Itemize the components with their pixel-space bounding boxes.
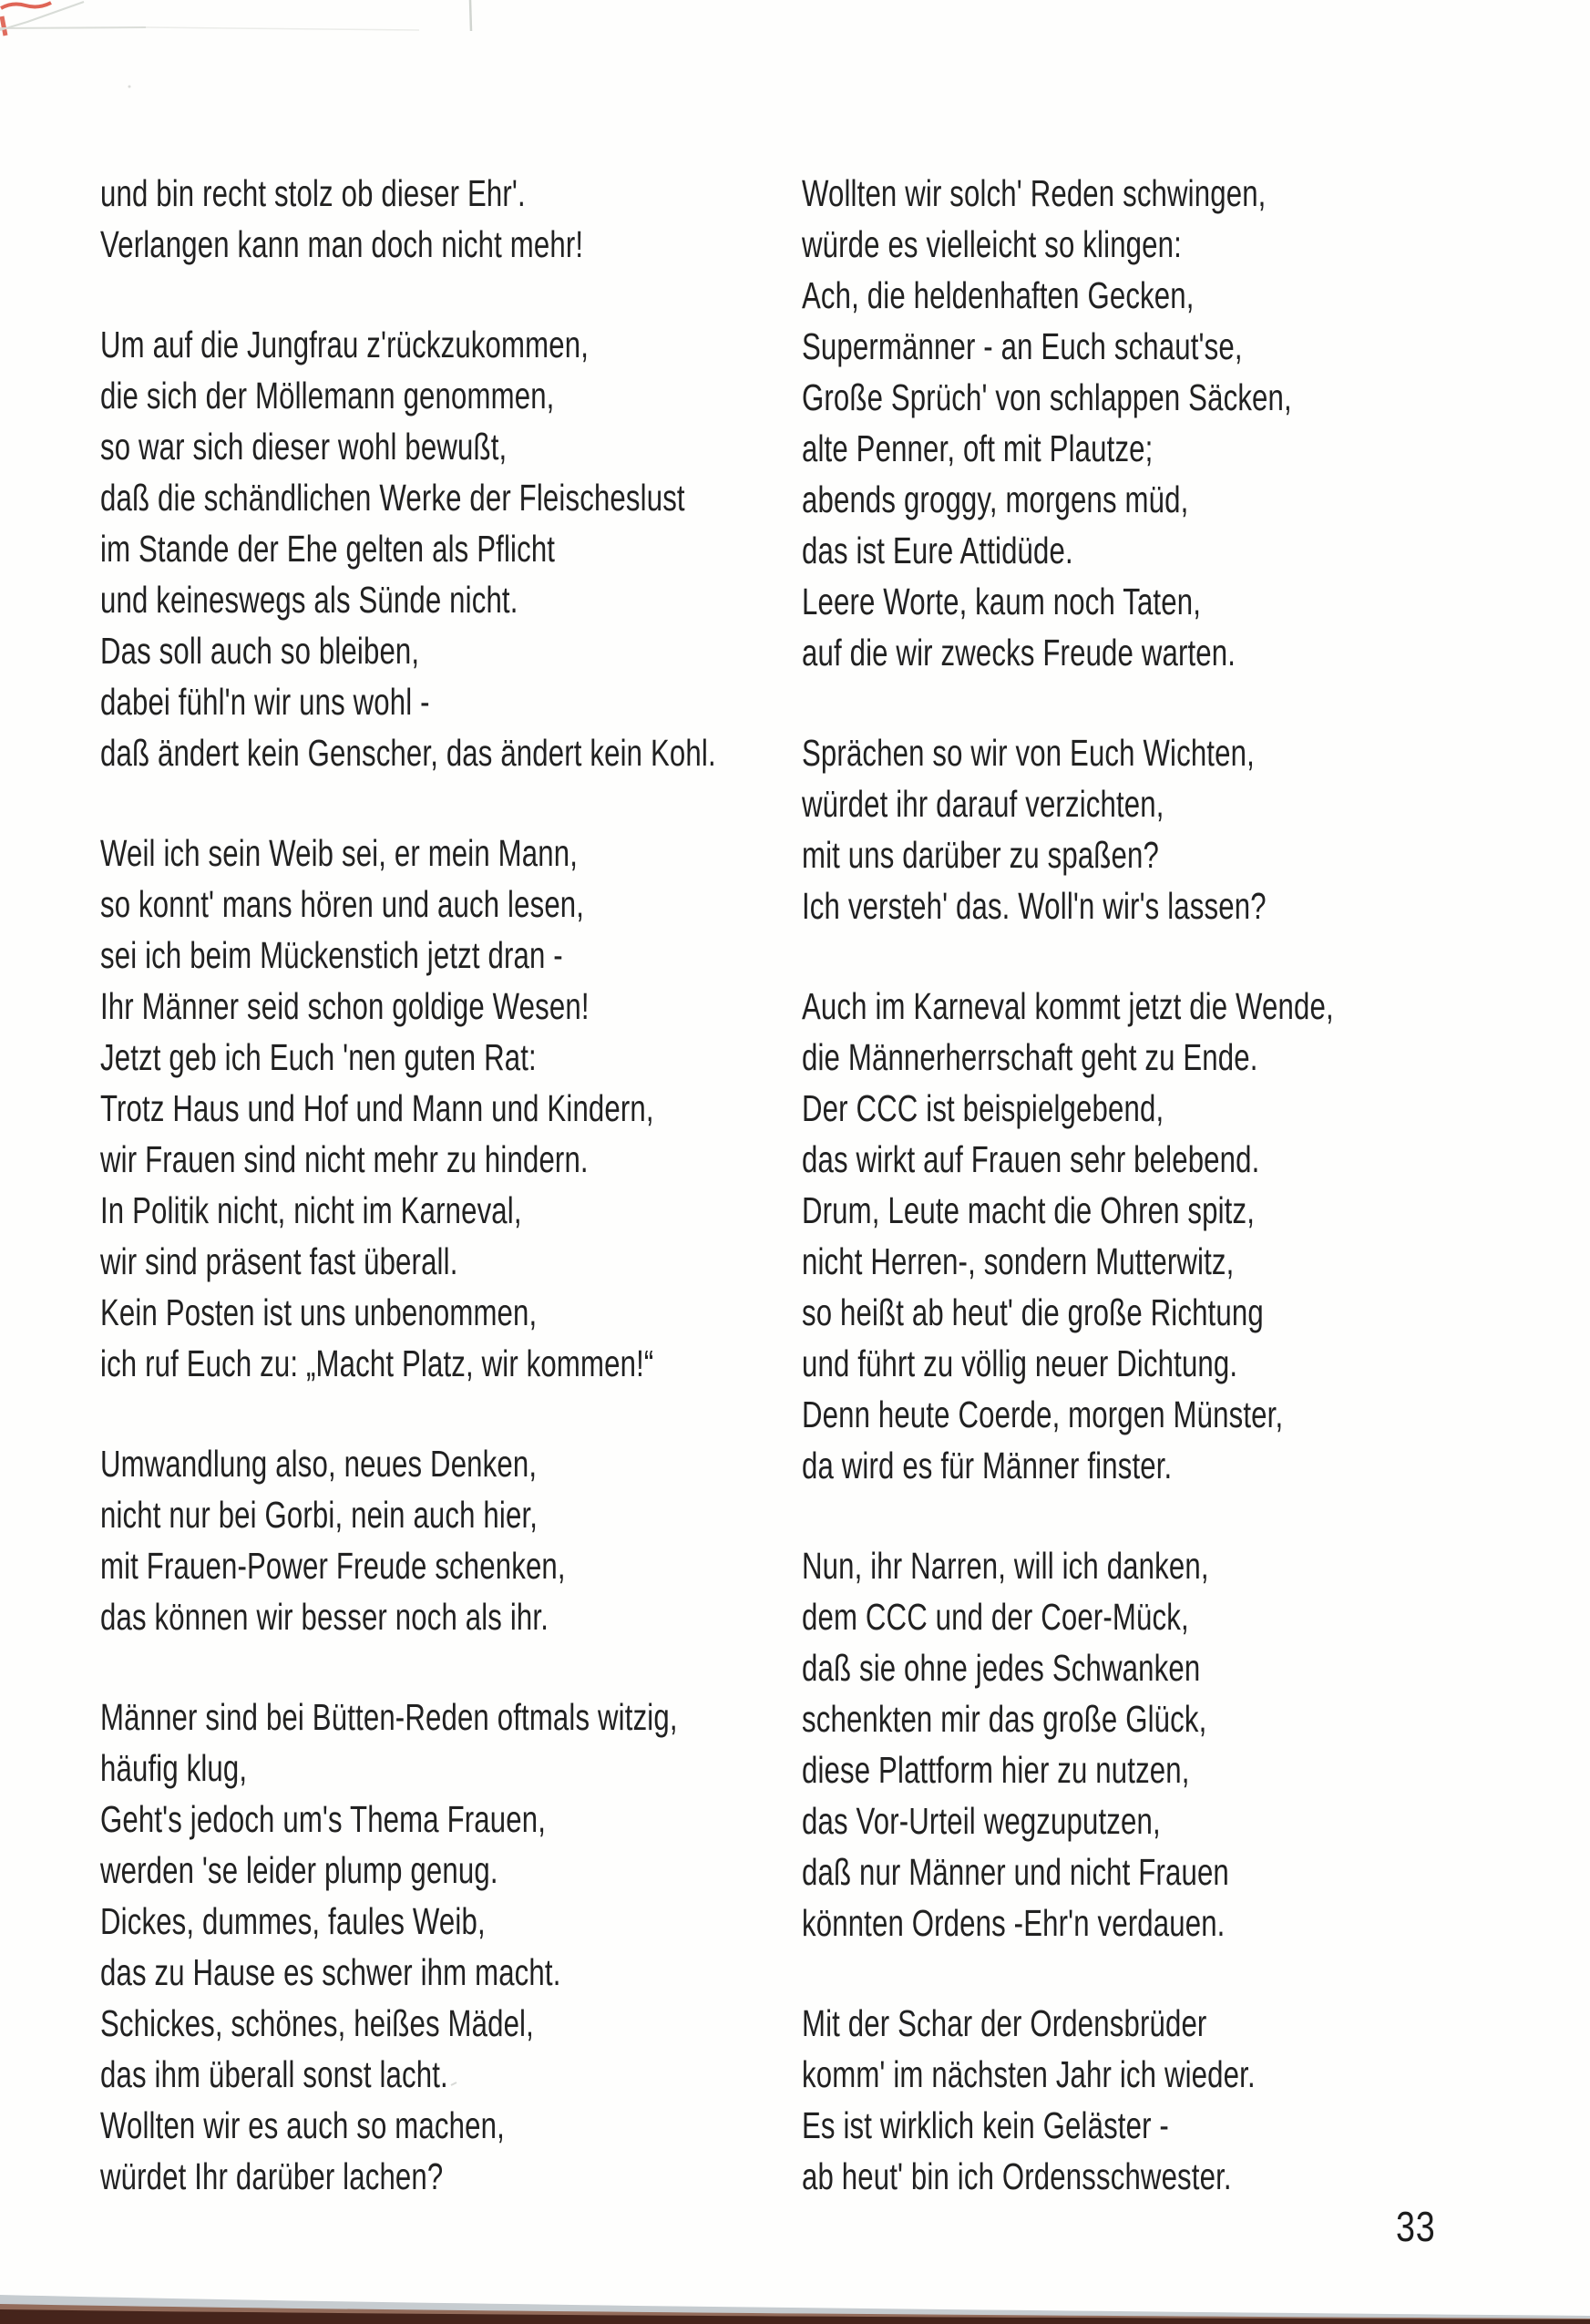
poem-line: Trotz Haus und Hof und Mann und Kindern,	[100, 1087, 654, 1129]
poem-line: Supermänner - an Euch schaut'se,	[802, 325, 1243, 367]
poem-line: und keineswegs als Sünde nicht.	[100, 579, 518, 621]
poem-line: alte Penner, oft mit Plautze;	[802, 427, 1154, 469]
poem-line: Dickes, dummes, faules Weib,	[100, 1900, 486, 1942]
scan-artifacts-top	[0, 0, 638, 128]
poem-stanza	[802, 1998, 1590, 2202]
poem-line: Männer sind bei Bütten-Reden oftmals witzig,	[100, 1696, 678, 1738]
poem-line: auf die wir zwecks Freude warten.	[802, 632, 1236, 674]
poem-line: Auch im Karneval kommt jetzt die Wende,	[802, 985, 1334, 1027]
poem-line: da wird es für Männer finster.	[802, 1445, 1173, 1486]
poem-line: das ihm überall sonst lacht.	[100, 2053, 448, 2095]
poem-line: die Männerherrschaft geht zu Ende.	[802, 1036, 1258, 1078]
scanner-bed-strip	[0, 2309, 1590, 2324]
poem-line: das ist Eure Attidüde.	[802, 530, 1073, 571]
poem-line: daß nur Männer und nicht Frauen	[802, 1851, 1229, 1893]
poem-stanza	[802, 1540, 1590, 1949]
poem-line: ich ruf Euch zu: „Macht Platz, wir kommen!“	[100, 1342, 654, 1384]
poem-stanza	[802, 981, 1590, 1491]
poem-stanza	[802, 168, 1590, 678]
poem-line: nicht Herren-, sondern Mutterwitz,	[802, 1240, 1235, 1282]
poem-line: Wollten wir solch' Reden schwingen,	[802, 172, 1267, 214]
red-pen-mark	[2, 16, 5, 36]
poem-line: so konnt' mans hören und auch lesen,	[100, 883, 585, 925]
poem-line: In Politik nicht, nicht im Karneval,	[100, 1189, 522, 1231]
scan-scratch-line	[146, 27, 419, 30]
poem-line: schenkten mir das große Glück,	[802, 1698, 1207, 1740]
poem-line: mit uns darüber zu spaßen?	[802, 834, 1159, 876]
poem-line: das zu Hause es schwer ihm macht.	[100, 1951, 561, 1993]
poem-line: und bin recht stolz ob dieser Ehr'.	[100, 172, 526, 214]
poem-line: dabei fühl'n wir uns wohl -	[100, 681, 430, 723]
poem-line: nicht nur bei Gorbi, nein auch hier,	[100, 1494, 539, 1536]
poem-line: so war sich dieser wohl bewußt,	[100, 426, 508, 468]
poem-line: das Vor-Urteil wegzuputzen,	[802, 1800, 1161, 1842]
red-pen-mark	[1, 3, 51, 8]
poem-line: sei ich beim Mückenstich jetzt dran -	[100, 934, 563, 976]
scan-speck	[128, 86, 131, 88]
poem-line: das wirkt auf Frauen sehr belebend.	[802, 1138, 1260, 1180]
poem-line: Umwandlung also, neues Denken,	[100, 1443, 538, 1485]
scan-bottom-edge	[0, 2282, 1590, 2324]
poem-line: dem CCC und der Coer-Mück,	[802, 1596, 1189, 1638]
scan-scratch-line	[0, 2, 84, 30]
poem-line: würdet ihr darauf verzichten,	[802, 783, 1164, 825]
poem-line: wir sind präsent fast überall.	[100, 1240, 458, 1282]
poem-line: Geht's jedoch um's Thema Frauen,	[100, 1798, 547, 1840]
poem-line: würde es vielleicht so klingen:	[802, 223, 1182, 265]
page-edge-shadow	[0, 2295, 1590, 2324]
poem-line: Wollten wir es auch so machen,	[100, 2104, 505, 2146]
poem-line: mit Frauen-Power Freude schenken,	[100, 1545, 566, 1587]
poem-line: so heißt ab heut' die große Richtung	[802, 1291, 1264, 1333]
poem-line: und führt zu völlig neuer Dichtung.	[802, 1342, 1238, 1384]
poem-line: Nun, ihr Narren, will ich danken,	[802, 1545, 1209, 1587]
poem-line: Kein Posten ist uns unbenommen,	[100, 1291, 538, 1333]
poem-line: abends groggy, morgens müd,	[802, 478, 1189, 520]
poem-line: Jetzt geb ich Euch 'nen guten Rat:	[100, 1036, 537, 1078]
poem-column-right	[802, 168, 1590, 2251]
page-edge-shadow-dark	[0, 2304, 1590, 2324]
poem-line: im Stande der Ehe gelten als Pflicht	[100, 528, 556, 570]
poem-line: daß sie ohne jedes Schwanken	[802, 1647, 1201, 1689]
poem-line: Leere Worte, kaum noch Taten,	[802, 581, 1202, 622]
poem-line: häufig klug,	[100, 1747, 248, 1789]
poem-line: daß die schändlichen Werke der Fleischeslust	[100, 477, 685, 519]
poem-line: Es ist wirklich kein Geläster -	[802, 2104, 1169, 2146]
poem-line: wir Frauen sind nicht mehr zu hindern.	[100, 1138, 589, 1180]
poem-line: Schickes, schönes, heißes Mädel,	[100, 2002, 534, 2044]
poem-line: das können wir besser noch als ihr.	[100, 1596, 549, 1638]
poem-line: Das soll auch so bleiben,	[100, 630, 420, 672]
page-number: 33	[1396, 2203, 1436, 2250]
scan-tick-mark	[470, 0, 471, 31]
poem-line: die sich der Möllemann genommen,	[100, 375, 555, 416]
poem-line: Sprächen so wir von Euch Wichten,	[802, 732, 1255, 774]
poem-line: diese Plattform hier zu nutzen,	[802, 1749, 1190, 1791]
poem-line: Denn heute Coerde, morgen Münster,	[802, 1393, 1284, 1435]
poem-line: Mit der Schar der Ordensbrüder	[802, 2002, 1207, 2044]
poem-stanza	[802, 727, 1590, 931]
poem-line: Drum, Leute macht die Ohren spitz,	[802, 1189, 1256, 1231]
poem-line: Ach, die heldenhaften Gecken,	[802, 274, 1195, 316]
poem-line: Große Sprüch' von schlappen Säcken,	[802, 376, 1292, 418]
poem-line: könnten Ordens -Ehr'n verdauen.	[802, 1902, 1226, 1944]
poem-line: komm' im nächsten Jahr ich wieder.	[802, 2053, 1256, 2095]
poem-line: ab heut' bin ich Ordensschwester.	[802, 2155, 1232, 2197]
poem-line: Weil ich sein Weib sei, er mein Mann,	[100, 832, 579, 874]
poem-line: Ich versteh' das. Woll'n wir's lassen?	[802, 885, 1267, 927]
poem-line: daß ändert kein Genscher, das ändert kein Kohl.	[100, 732, 716, 774]
poem-line: Um auf die Jungfrau z'rückzukommen,	[100, 324, 590, 365]
poem-line: Der CCC ist beispielgebend,	[802, 1087, 1164, 1129]
poem-line: Verlangen kann man doch nicht mehr!	[100, 223, 584, 265]
poem-line: werden 'se leider plump genug.	[100, 1849, 498, 1891]
scan-scratch-line	[0, 27, 146, 28]
poem-line: Ihr Männer seid schon goldige Wesen!	[100, 985, 590, 1027]
poem-line: würdet Ihr darüber lachen?	[100, 2155, 444, 2197]
